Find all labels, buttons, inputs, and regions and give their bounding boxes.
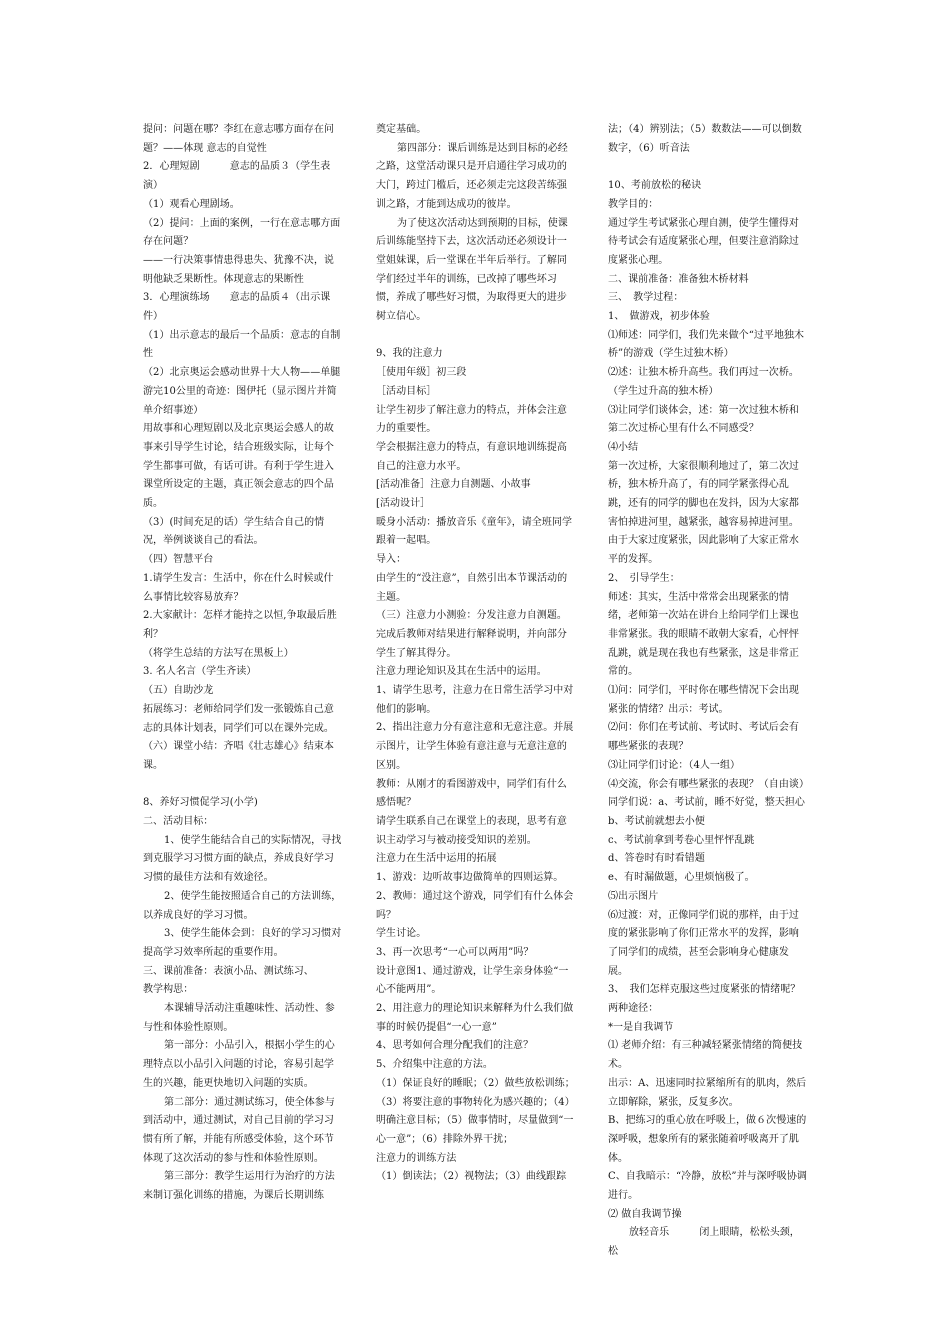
paragraph: [活动准备］注意力自测题、小故事 (376, 479, 531, 491)
paragraph: （将学生总结的方法写在黑板上） (143, 647, 294, 659)
paragraph: 第一部分：小品引入，根据小学生的心理特点以小品引入问题的讨论，容易引起学生的兴趣，能更快地切入问题的实质。 (143, 1040, 335, 1089)
paragraph: 4、思考如何合理分配我们的注意？ (376, 1040, 534, 1052)
paragraph: 导入： (376, 554, 407, 566)
paragraph: 三、 教学过程： (608, 292, 684, 304)
paragraph: 教师：从刚才的看图游戏中，同学们有什么感悟呢？ (376, 778, 567, 809)
paragraph: 二、活动目标： (143, 816, 214, 827)
paragraph: ⑶让同学们讨论：（4人一组） (608, 759, 741, 771)
paragraph: ——一行决策事情患得患失、犹豫不决，说明他缺乏果断性。体现意志的果断性 (143, 254, 334, 285)
paragraph: 三、课前准备：表演小品、测试练习、 (143, 965, 314, 977)
paragraph: 2、教师：通过这个游戏，同学们有什么体会吗？ (376, 890, 574, 921)
paragraph: 第二部分：通过测试练习，使全体参与到活动中，通过测试，对自己目前的学习习惯有所了解，并能有所感受体验，这个环节体现了这次活动的参与性和体验性原则。 (143, 1096, 335, 1164)
paragraph: 让学生初步了解注意力的特点，并体会注意力的重要性。 (376, 404, 567, 435)
paragraph: 用故事和心理短剧以及北京奥运会感人的故事来引导学生讨论，结合班级实际，让每个学生都事可做，有话可讲。有利于学生进入课堂所设定的主题，真正领会意志的四个品质。 (143, 423, 334, 510)
paragraph: （1）保证良好的睡眠；（2）做些放松训练；（3）将要注意的事物转化为感兴趣的；（4）明确注意目标；（5）做事情时，尽量做到“一心一意”；（6）排除外界干扰； (376, 1077, 575, 1145)
paragraph: 1、使学生能结合自己的实际情况，寻找到克服学习习惯方面的缺点，养成良好学习习惯的最佳方法和有效途径。 (143, 834, 342, 884)
paragraph: ［使用年级］初三段 (376, 367, 467, 379)
paragraph: （2）提问：上面的案例，一行在意志哪方面存在问题？ (143, 217, 341, 248)
blank-line (608, 158, 808, 177)
paragraph: 1、请学生思考，注意力在日常生活学习中对他们的影响。 (376, 685, 574, 715)
paragraph: c、考试前拿到考卷心里怦怦乱跳 (608, 834, 755, 846)
text-column-middle (376, 121, 576, 1187)
paragraph: 出示：A、迅速同时拉紧缩所有的肌肉，然后立即解除，紧张，反复多次。 (608, 1077, 807, 1108)
paragraph: 第四部分：课后训练是达到目标的必经之路，这堂活动课只是开启通往学习成功的大门，跨过门槛后，还必须走完这段苦练强训之路，才能到达成功的彼岸。 (376, 142, 568, 210)
paragraph: ⑷交流，你会有哪些紧张的表现？（自由谈）同学们说：a、考试前，睡不好觉，整天担心 (608, 778, 805, 809)
paragraph: 注意力理论知识及其在生活中的运用。 (376, 666, 547, 678)
paragraph: d、答卷时有时看错题 (608, 853, 705, 865)
paragraph: （3）(时间充足的话）学生结合自己的情况，举例谈谈自己的看法。 (143, 516, 325, 547)
paragraph: ⑷小结 (608, 441, 639, 453)
paragraph: ⑶让同学们谈体会，述：第一次过独木桥和第二次过桥心里有什么不同感受？ (608, 404, 799, 435)
paragraph: （六）课堂小结：齐唱《壮志雄心》结束本课。 (143, 741, 334, 771)
paragraph: （1）观看心理剧场。 (143, 198, 240, 210)
paragraph: （五）自助沙龙 (143, 685, 214, 697)
paragraph: 教学构思： (143, 984, 194, 996)
paragraph: ⑹过渡：对，正像同学们说的那样，由于过度的紧张影响了你们正常水平的发挥，影响了同学们的成绩，甚至会影响身心健康发展。 (608, 909, 799, 977)
paragraph: B、把练习的重心放在呼吸上，做６次慢速的深呼吸，想象所有的紧张随着呼吸离开了肌体。 (608, 1115, 807, 1164)
paragraph: ［活动目标］ (376, 385, 437, 397)
paragraph: 教学目的： (608, 198, 659, 210)
paragraph: 法；（4）辨别法；（5）数数法——可以倒数数字，（6）听音法 (608, 124, 802, 154)
paragraph: 两种途径： (608, 1003, 659, 1015)
paragraph: 2、用注意力的理论知识来解释为什么我们做事的时候仍提倡“一心一意” (376, 1003, 574, 1033)
paragraph: ⑴师述：同学们，我们先来做个“过平地独木桥”的游戏（学生过独木桥） (608, 329, 805, 360)
paragraph: 3、 我们怎样克服这些过度紧张的情绪呢？ (608, 984, 801, 996)
paragraph: ⑸出示图片 (608, 890, 659, 902)
paragraph: C、自我暗示：“冷静，放松”并与深呼吸协调进行。 (608, 1171, 807, 1202)
paragraph: 设计意图1、通过游戏，让学生亲身体验“一心不能两用”。 (376, 965, 569, 996)
paragraph: （2）北京奥运会感动世界十大人物——单腿游完10公里的奇迹：图伊托（显示图片并简单介绍事迹） (143, 367, 341, 416)
paragraph: 2．心理短剧 意志的品质３（学生表演） (143, 161, 331, 192)
paragraph: （四）智慧平台 (143, 554, 214, 566)
paragraph: ⑴问：同学们，平时你在哪些情况下会出现紧张的情绪？出示：考试。 (608, 685, 799, 715)
paragraph: 注意力在生活中运用的拓展 (376, 853, 497, 865)
paragraph: 暖身小活动：播放音乐《童年》，请全班同学跟着一起唱。 (376, 516, 572, 547)
paragraph: 拓展练习：老师给同学们发一张锻炼自己意志的具体计划表，同学们可以在课外完成。 (143, 703, 334, 734)
paragraph: （1）倒读法；（2）视物法；（3）曲线跟踪 (376, 1171, 567, 1183)
paragraph: （1）出示意志的最后一个品质：意志的自制性 (143, 329, 341, 360)
paragraph: 第三部分：教学生运用行为治疗的方法来制订强化训练的措施，为课后长期训练 (143, 1171, 335, 1202)
paragraph: b、考试前就想去小便 (608, 816, 705, 827)
paragraph: 本课辅导活动注重趣味性、活动性、参与性和体验性原则。 (143, 1003, 335, 1033)
paragraph: 1、 做游戏，初步体验 (608, 311, 710, 323)
paragraph: 3、再一次思考“一心可以两用”吗？ (376, 946, 534, 958)
section-heading: 9、我的注意力 (376, 348, 443, 360)
blank-line (143, 776, 343, 795)
blank-line (376, 327, 576, 346)
section-heading: 10、考前放松的秘诀 (608, 180, 702, 192)
paragraph: 1、游戏：边听故事边做简单的四则运算。 (376, 872, 564, 884)
paragraph: 注意力的训练方法 (376, 1152, 457, 1164)
paragraph: ⑵ 做自我调节操 (608, 1208, 682, 1220)
paragraph: 2、指出注意力分有意注意和无意注意。并展示图片，让学生体验有意注意与无意注意的区别。 (376, 722, 574, 771)
paragraph: 二、课前准备：准备独木桥材料 (608, 273, 749, 285)
paragraph: 学生讨论。 (376, 928, 427, 940)
paragraph: 3．心理演练场 意志的品质４（出示课件） (143, 292, 331, 323)
paragraph: 2.大家献计：怎样才能持之以恒,争取最后胜利？ (143, 610, 337, 640)
paragraph: 第一次过桥，大家很顺利地过了，第二次过桥，独木桥升高了，有的同学紧张得心乱跳，还有的同学的脚也在发抖，因为大家都害怕掉进河里，越紧张，越容易掉进河里。由于大家过度紧张，因此影响了大家正常水平的发挥。 (608, 460, 799, 566)
paragraph: ⑵述：让独木桥升高些。我们再过一次桥。（学生过升高的独木桥） (608, 367, 799, 397)
paragraph: ⑴ 老师介绍：有三种减轻紧张情绪的简便技术。 (608, 1040, 803, 1071)
paragraph: 3、使学生能体会到：良好的学习习惯对提高学习效率所起的重要作用。 (143, 928, 342, 958)
paragraph: ⑵问：你们在考试前、考试时、考试后会有哪些紧张的表现？ (608, 722, 799, 753)
paragraph: 由学生的“没注意”，自然引出本节课活动的主题。 (376, 572, 568, 603)
paragraph: 为了使这次活动达到预期的目标，使课后训练能坚持下去，这次活动还必须设计一堂姐妹课，后一堂课在半年后举行。了解同学们经过半年的训练，已改掉了哪些坏习惯，养成了哪些好习惯，为取得更大的进步树立信心。 (376, 217, 568, 323)
paragraph: *一是自我调节 (608, 1021, 674, 1033)
paragraph: 师述：其实，生活中常常会出现紧张的情绪，老师第一次站在讲台上给同学们上课也非常紧张。我的眼睛不敢朝大家看，心怦怦乱跳，就是现在我也有些紧张，这是非常正常的。 (608, 591, 799, 678)
paragraph: 放轻音乐 闭上眼睛，松松头颈，松 (608, 1227, 800, 1258)
paragraph: 奠定基础。 (376, 124, 427, 135)
text-column-left (143, 121, 343, 1206)
paragraph: 2、 引导学生： (608, 572, 680, 584)
text-column-right (608, 121, 808, 1262)
paragraph: 2、使学生能按照适合自己的方法训练，以养成良好的学习习惯。 (143, 890, 342, 921)
paragraph: 提问：问题在哪？李红在意志哪方面存在问题？——体现 意志的自觉性 (143, 124, 334, 154)
paragraph: 3. 名人名言（学生齐读） (143, 666, 257, 678)
paragraph: （三）注意力小测验：分发注意力自测题。完成后教师对结果进行解释说明，并向部分学生了解其得分。 (376, 610, 567, 659)
paragraph: [活动设计］ (376, 498, 431, 510)
paragraph: 通过学生考试紧张心理自测，使学生懂得对待考试会有适度紧张心理，但要注意消除过度紧张心理。 (608, 217, 799, 266)
paragraph: 5、介绍集中注意的方法。 (376, 1059, 493, 1071)
paragraph: 请学生联系自己在课堂上的表现，思考有意识主动学习与被动接受知识的差别。 (376, 816, 567, 846)
section-heading: 8、养好习惯促学习(小学) (143, 797, 258, 809)
paragraph: 1.请学生发言：生活中，你在什么时候或什么事情比较容易放弃？ (143, 572, 334, 603)
paragraph: e、有时漏做题，心里烦恼极了。 (608, 872, 755, 884)
paragraph: 学会根据注意力的特点，有意识地训练提高自己的注意力水平。 (376, 441, 567, 472)
